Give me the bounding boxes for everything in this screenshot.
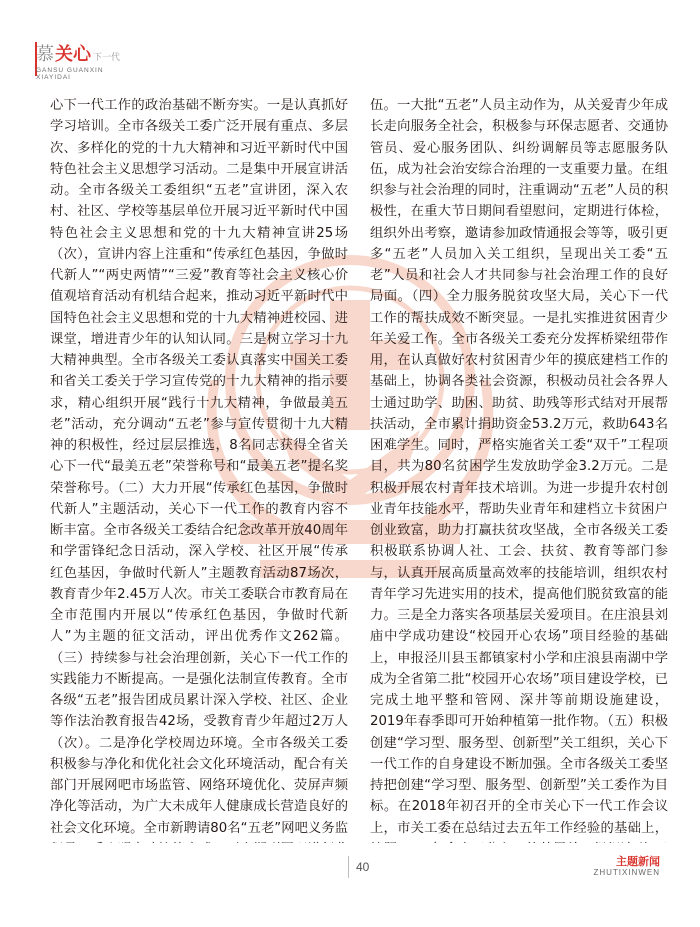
section-title: 主题新闻: [616, 855, 660, 868]
page-number: 40: [356, 860, 370, 874]
section-title-pinyin: ZHUTIXINWEN: [593, 868, 660, 877]
logo-en-line2: XIAYIDAI: [36, 74, 71, 81]
logo-cn-part3: 下一代: [93, 53, 121, 63]
logo-cn-part2: 关心: [55, 44, 91, 65]
logo-en-line1: GANSU GUANXIN: [36, 67, 104, 74]
article-text-left: 心下一代工作的政治基础不断夯实。一是认真抓好学习培训。全市各级关工委广泛开展有重点、多层次、多样化的党的十九大精神和习近平新时代中国特色社会主义思想学习活动。二是集中开展宣讲活动。全市各级关工委组织“五老”宣讲团，深入农村、社区、学校等基层单位开展习近平新时代中国特色社会主义思想和党的十九大精神宣讲25场（次），宣讲内容上注重和“传承红色基因，争做时代新人”“两史两情”“三爱”教育等社会主义核心价值观培育活动有机结合起来，推动习近平新时代中国特色社会主义思想和党的十九大精神进校园、进课堂，增进青少年的认知认同。三是树立学习十九大精神典型。全市各级关工委认真落实中国关工委和省关工委关于学习宣传党的十九大精神的指示要求，精心组织开展“践行十九大精神，争做最美五老”活动，充分调动“五老”参与宣传贯彻十九大精神的积极性，经过层层推选，8名同志获得全省关心下一代“最美五老”荣誉称号和“最美五老”提名奖荣誉称号。（二）大力开展“传承红色基因，争做时代新人”主题活动，关心下一代工作的教育内容不断丰富。全市各级关工委结合纪念改革开放40周年和学雷锋纪念日活动，深入学校、社区开展“传承红色基因，争做时代新人”主题教育活动87场次，教育青少年2.45万人次。市关工委联合市教育局在全市范围内开展以“传承红色基因，争做时代新人”为主题的征文活动，评出优秀作文262篇。（三）持续参与社会治理创新，关心下一代工作的实践能力不断提高。一是强化法制宣传教育。全市各级“五老”报告团成员累计深入学校、社区、企业等作法治教育报告42场，受教育青少年超过2万人（次）。二是净化学校周边环境。全市各级关工委积极参与净化和优化社会文化环境活动，配合有关部门开展网吧市场监管、网络环境优化、荧屏声频净化等活动，为广大未成年人健康成长营造良好的社会文化环境。全市新聘请80名“五老”网吧义务监: [50, 98, 348, 836]
article-right-column: [370, 95, 668, 843]
magazine-logo: [36, 40, 176, 102]
article-text-right: 伍。一大批“五老”人员主动作为，从关爱青少年成长走向服务全社会，积极参与环保志愿者、交通协管员、爱心服务团队、纠纷调解员等志愿服务队伍，成为社会治安综合治理的一支重要力量。在组织参与社会治理的同时，注重调动“五老”人员的积极性，在重大节日期间看望慰问，定期进行体检，组织外出考察，邀请参加政情通报会等等，吸引更多“五老”人员加入关工组织，呈现出关工委“五老”人员和社会人才共同参与社会治理工作的良好局面。（四）全力服务脱贫攻坚大局，关心下一代工作的帮扶成效不断突显。一是扎实推进贫困青少年关爱工作。全市各级关工委充分发挥桥梁纽带作用，在认真做好农村贫困青少年的摸底建档工作的基础上，协调各类社会资源，积极动员社会各界人士通过助学、助困、助贫、助残等形式结对开展帮扶活动，全市累计捐助资金53.2万元，救助643名困难学生。同时，严格实施省关工委“双千”工程项目，共为80名贫困学生发放助学金3.2万元。二是积极开展农村青年技术培训。为进一步提升农村创业青年技能水平，帮助失业青年和建档立卡贫困户创业致富，助力打赢扶贫攻坚战，全市各级关工委积极联系协调人社、工会、扶贫、教育等部门参与，认真开展高质量高效率的技能培训，组织农村青年学习先进实用的技术，提高他们脱贫致富的能力。三是全力落实各项基层关爱项目。在庄浪县刘庙中学成功建设“校园开心农场”项目经验的基础上，申报泾川县玉都镇家村小学和庄浪县南湖中学成为全省第二批“校园开心农场”项目建设学校，已完成土地平整和管网、深井等前期设施建设，2019年春季即可开始种植第一批作物。（五）积极创建“学习型、服务型、创新型”关工组织，关心下一代工作的自身建设不断加强。全市各级关工委坚持把创建“学习型、服务型、创新型”关工委作为目标。在2018年初召开的全市关心下一代工作会议上，市关工委在总结过去五年工作经验的基础上，: [370, 98, 668, 836]
logo-cn-part1: 慕: [36, 44, 55, 65]
article-left-column: [50, 95, 348, 843]
page-number-divider: [348, 856, 349, 878]
